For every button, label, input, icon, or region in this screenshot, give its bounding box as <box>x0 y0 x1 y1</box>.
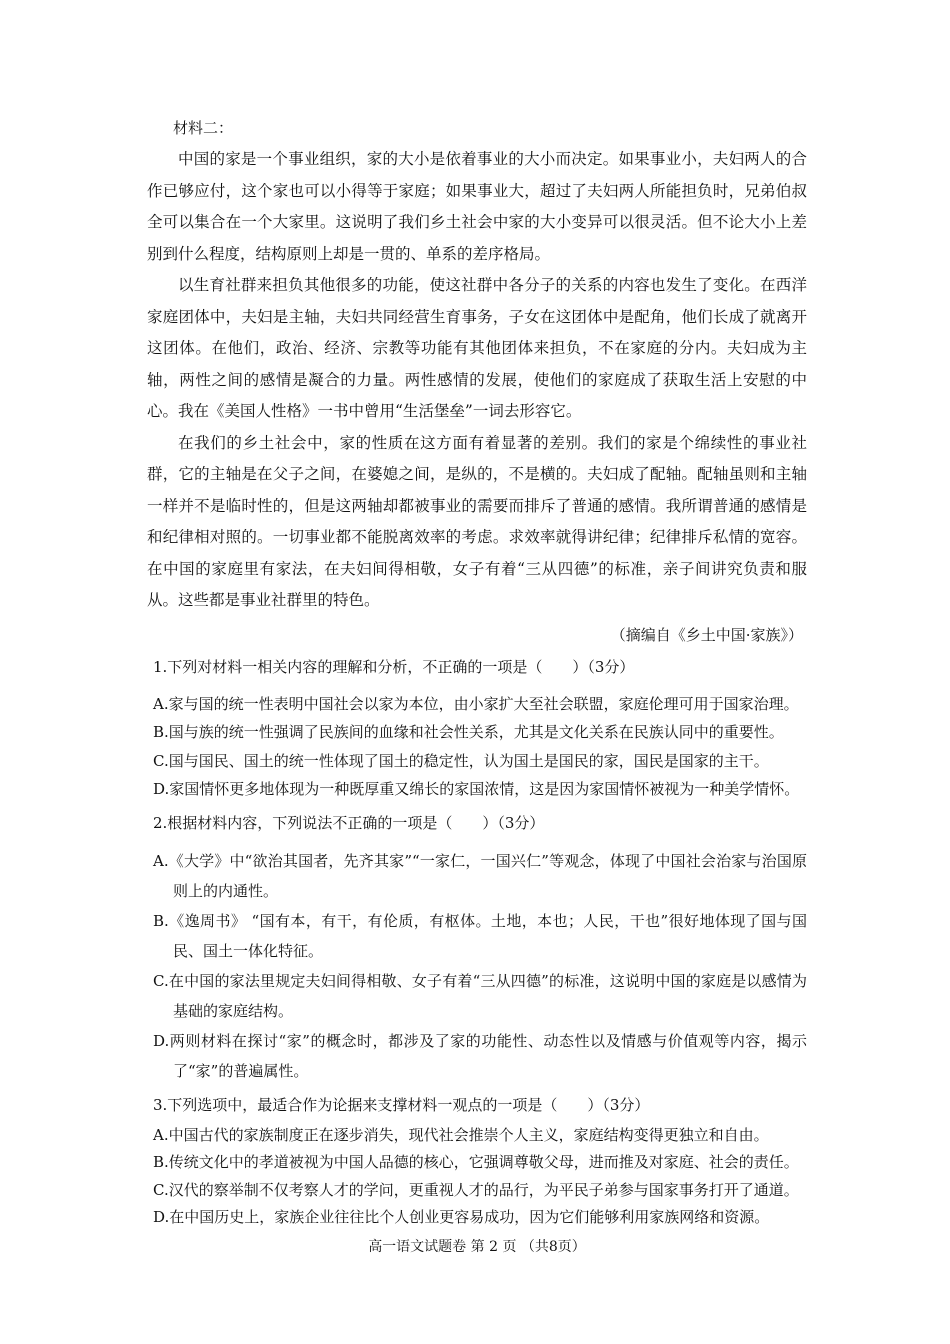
material-paragraph-1: 中国的家是一个事业组织，家的大小是依着事业的大小而决定。如果事业小，夫妇两人的合作已够应付，这个家也可以小得等于家庭；如果事业大，超过了夫妇两人所能担负时，兄弟伯叔全可以集合在一个大家里。这说明了我们乡土社会中家的大小变异可以很灵活。但不论大小上差别到什么程度，结构原则上却是一贯的、单系的差序格局。 <box>147 150 807 263</box>
question-2-option-a: A.《大学》中“欲治其国者，先齐其家”“一家仁，一国兴仁”等观念，体现了中国社会治家与治国原则上的内通性。 <box>153 851 807 900</box>
question-2-option-b: B.《逸周书》 “国有本，有干，有伦质，有枢体。土地，本也；人民，干也”很好地体现了国与国民、国土一体化特征。 <box>153 911 807 960</box>
question-2-option-c: C.在中国的家法里规定夫妇间得相敬、女子有着“三从四德”的标准，这说明中国的家庭是以感情为基础的家庭结构。 <box>153 971 807 1020</box>
page-footer: 高一语文试题卷 第 2 页 （共8页） <box>368 1238 586 1255</box>
question-1-option-a: A.家与国的统一性表明中国社会以家为本位，由小家扩大至社会联盟，家庭伦理可用于国家治理。 <box>153 694 799 713</box>
material-paragraph-2: 以生育社群来担负其他很多的功能，使这社群中各分子的关系的内容也发生了变化。在西洋家庭团体中，夫妇是主轴，夫妇共同经营生育事务，子女在这团体中是配角，他们长成了就离开这团体。在他们，政治、经济、宗教等功能有其他团体来担负，不在家庭的分内。夫妇成为主轴，两性之间的感情是凝合的力量。两性感情的发展，使他们的家庭成了获取生活上安慰的中心。我在《美国人性格》一书中曾用“生活堡垒”一词去形容它。 <box>147 276 807 420</box>
question-1-option-b: B.国与族的统一性强调了民族间的血缘和社会性关系，尤其是文化关系在民族认同中的重要性。 <box>153 723 784 741</box>
material-paragraph-3: 在我们的乡土社会中，家的性质在这方面有着显著的差别。我们的家是个绵续性的事业社群，它的主轴是在父子之间，在婆媳之间，是纵的，不是横的。夫妇成了配轴。配轴虽则和主轴一样并不是临时性的，但是这两轴却都被事业的需要而排斥了普通的感情。我所谓普通的感情是和纪律相对照的。一切事业都不能脱离效率的考虑。求效率就得讲纪律；纪律排斥私情的宽容。在中国的家庭里有家法，在夫妇间得相敬，女子有着“三从四德”的标准，亲子间讲究负责和服从。这些都是事业社群里的特色。 <box>147 433 807 609</box>
question-1-option-c: C.国与国民、国土的统一性体现了国土的稳定性，认为国土是国民的家，国民是国家的主干。 <box>153 751 769 770</box>
page-content <box>147 116 807 1258</box>
question-3-option-d: D.在中国历史上，家族企业往往比个人创业更容易成功，因为它们能够利用家族网络和资源。 <box>153 1208 770 1226</box>
question-3-stem: 3.下列选项中，最适合作为论据来支撑材料一观点的一项是（ ）（3分） <box>153 1095 650 1114</box>
question-3-option-c: C.汉代的察举制不仅考察人才的学问，更重视人才的品行，为平民子弟参与国家事务打开了通道。 <box>153 1180 799 1199</box>
question-2-stem: 2.根据材料内容，下列说法不正确的一项是（ ）（3分） <box>153 813 545 832</box>
material-source: （摘编自《乡土中国·家族》） <box>610 625 803 644</box>
question-1-option-d: D.家国情怀更多地体现为一种既厚重又绵长的家国浓情，这是因为家国情怀被视为一种美学情怀。 <box>153 780 800 798</box>
question-2-option-d: D.两则材料在探讨“家”的概念时，都涉及了家的功能性、动态性以及情感与价值观等内容，揭示了“家”的普遍属性。 <box>153 1031 807 1080</box>
question-3-option-a: A.中国古代的家族制度正在逐步消失，现代社会推崇个人主义，家庭结构变得更独立和自由。 <box>153 1125 769 1144</box>
question-1 <box>147 654 807 804</box>
material-heading: 材料二： <box>173 119 234 137</box>
question-3 <box>147 1092 807 1232</box>
question-1-stem: 1.下列对材料一相关内容的理解和分析，不正确的一项是（ ）（3分） <box>153 657 635 676</box>
question-3-option-b: B.传统文化中的孝道被视为中国人品德的核心，它强调尊敬父母，进而推及对家庭、社会的责任。 <box>153 1153 799 1171</box>
question-2 <box>147 810 807 1086</box>
